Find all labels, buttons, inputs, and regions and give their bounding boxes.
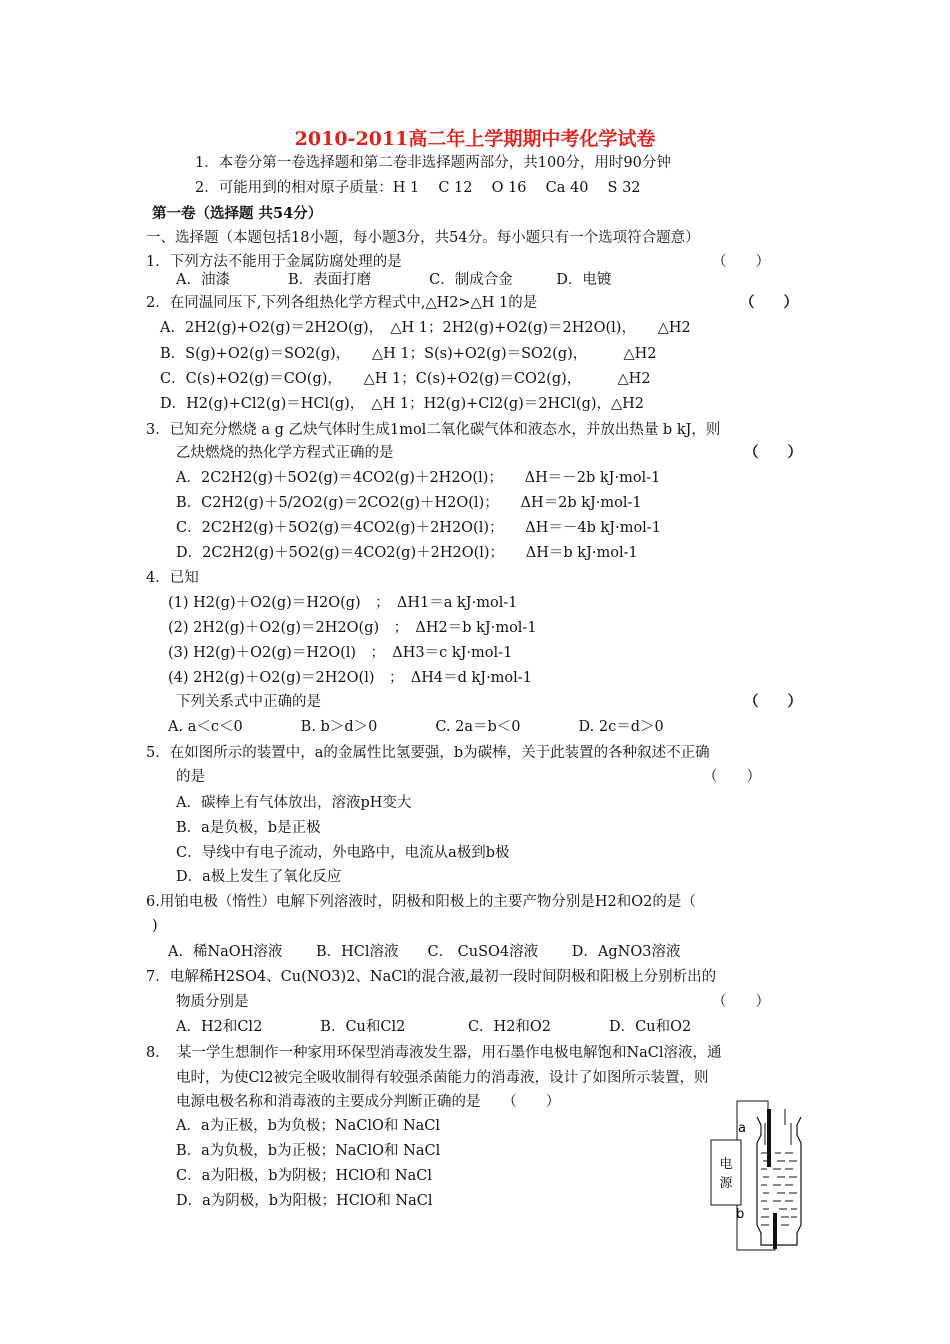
q7-answer-blank: （ ） bbox=[712, 994, 770, 1010]
q2-option-d: D．H2(g)+Cl2(g)＝HCl(g)， △H 1；H2(g)+Cl2(g)＝2HCl(g)，△H2 bbox=[160, 396, 645, 412]
exam-title: 2010-2011高二年上学期期中考化学试卷 bbox=[294, 128, 656, 150]
q2-option-a: A．2H2(g)+O2(g)＝2H2O(g)， △H 1；2H2(g)+O2(g)＝2H2O(l)， △H2 bbox=[160, 320, 691, 336]
power-source-box bbox=[711, 1140, 741, 1205]
q8-stem-line2: 电时，为使Cl2被完全吸收制得有较强杀菌能力的消毒液，设计了如图所示装置，则 bbox=[176, 1070, 709, 1086]
q5-option-c: C．导线中有电子流动，外电路中，电流从a极到b极 bbox=[176, 845, 510, 861]
q2-stem: 2．在同温同压下,下列各组热化学方程式中,△H2>△H 1的是 bbox=[146, 295, 538, 311]
part-heading: 一、选择题（本题包括18小题，每小题3分，共54分。每小题只有一个选项符合题意） bbox=[146, 230, 700, 246]
q5-stem-line2: 的是 bbox=[176, 769, 205, 785]
electrode-top bbox=[767, 1109, 771, 1167]
q8-option-d: D．a为阴极，b为阳极；HClO和 NaCl bbox=[176, 1193, 433, 1209]
q2-option-b: B．S(g)+O2(g)＝SO2(g)， △H 1；S(s)+O2(g)＝SO2(g)， △H2 bbox=[160, 346, 657, 362]
q4-answer-blank: （ ） bbox=[744, 693, 802, 710]
q7-stem-line1: 7．电解稀H2SO4、Cu(NO3)2、NaCl的混合液,最初一段时间阴极和阳极上分别析出的 bbox=[146, 969, 717, 985]
vessel bbox=[757, 1117, 801, 1245]
note-1: 1．本卷分第一卷选择题和第二卷非选择题两部分，共100分，用时90分钟 bbox=[195, 155, 671, 171]
q6-stem-line1: 6.用铂电极（惰性）电解下列溶液时，阴极和阳极上的主要产物分别是H2和O2的是（ bbox=[146, 894, 696, 910]
q1-stem: 1．下列方法不能用于金属防腐处理的是 bbox=[146, 254, 402, 270]
q4-options: A. a＜c＜0 B. b＞d＞0 C. 2a＝b＜0 D. 2c＝d＞0 bbox=[168, 719, 664, 735]
power-label-1: 电 bbox=[719, 1157, 733, 1172]
q3-option-b: B．C2H2(g)＋5/2O2(g)＝2CO2(g)＋H2O(l)； ΔH＝2b kJ·mol-1 bbox=[176, 495, 642, 511]
q4-ask: 下列关系式中正确的是 bbox=[176, 694, 321, 710]
q5-option-a: A．碳棒上有气体放出，溶液pH变大 bbox=[176, 795, 412, 811]
electrode-bottom bbox=[773, 1213, 777, 1249]
label-b: b bbox=[736, 1207, 745, 1222]
q3-answer-blank: （ ） bbox=[744, 444, 802, 461]
q7-stem-line2: 物质分别是 bbox=[176, 994, 249, 1010]
power-label-2: 源 bbox=[719, 1176, 733, 1191]
solution-level bbox=[761, 1153, 797, 1225]
label-a: a bbox=[738, 1121, 746, 1136]
q5-stem-line1: 5．在如图所示的装置中，a的金属性比氢要强，b为碳棒，关于此装置的各种叙述不正确 bbox=[146, 745, 710, 761]
q4-equation-3: (3) H2(g)＋O2(g)＝H2O(l) ； ΔH3＝c kJ·mol-1 bbox=[168, 645, 513, 661]
q6-options: A．稀NaOH溶液 B．HCl溶液 C． CuSO4溶液 D．AgNO3溶液 bbox=[168, 944, 681, 960]
q5-option-d: D．a极上发生了氧化反应 bbox=[176, 869, 342, 885]
q4-equation-1: (1) H2(g)＋O2(g)＝H2O(g) ； ΔH1＝a kJ·mol-1 bbox=[168, 595, 518, 611]
q7-options: A．H2和Cl2 B．Cu和Cl2 C．H2和O2 D．Cu和O2 bbox=[176, 1019, 692, 1035]
q8-option-c: C．a为阳极，b为阴极；HClO和 NaCl bbox=[176, 1168, 432, 1184]
q6-stem-line2: ) bbox=[152, 918, 158, 934]
q8-option-b: B．a为负极，b为正极；NaClO和 NaCl bbox=[176, 1143, 441, 1159]
q2-option-c: C．C(s)+O2(g)＝CO(g)， △H 1；C(s)+O2(g)＝CO2(g)， △H2 bbox=[160, 371, 651, 387]
q3-stem-line1: 3．已知充分燃烧 a g 乙炔气体时生成1mol二氧化碳气体和液态水，并放出热量 b kJ，则 bbox=[146, 422, 721, 438]
q4-stem: 4．已知 bbox=[146, 570, 199, 586]
q8-stem-line3: 电源电极名称和消毒液的主要成分判断正确的是 （ ） bbox=[176, 1094, 561, 1110]
q5-answer-blank: （ ） bbox=[703, 769, 761, 785]
section-title: 第一卷（选择题 共54分） bbox=[152, 205, 323, 222]
q4-equation-4: (4) 2H2(g)＋O2(g)＝2H2O(l) ； ΔH4＝d kJ·mol-1 bbox=[168, 670, 532, 686]
q5-option-b: B．a是负极，b是正极 bbox=[176, 820, 321, 836]
q1-options: A．油漆 B．表面打磨 C．制成合金 D．电镀 bbox=[176, 272, 612, 288]
q3-option-c: C．2C2H2(g)＋5O2(g)＝4CO2(g)＋2H2O(l)； ΔH＝－4b kJ·mol-1 bbox=[176, 520, 661, 536]
q1-answer-blank: （ ） bbox=[712, 254, 770, 270]
q4-equation-2: (2) 2H2(g)＋O2(g)＝2H2O(g) ； ΔH2＝b kJ·mol-1 bbox=[168, 620, 537, 636]
electrolysis-apparatus-figure bbox=[705, 1095, 815, 1255]
q8-stem-line1: 8． 某一学生想制作一种家用环保型消毒液发生器，用石墨作电极电解饱和NaCl溶液，通 bbox=[146, 1045, 722, 1061]
note-2: 2．可能用到的相对原子质量：H 1 C 12 O 16 Ca 40 S 32 bbox=[195, 180, 641, 196]
q3-stem-line2: 乙炔燃烧的热化学方程式正确的是 bbox=[176, 445, 394, 461]
q2-answer-blank: （ ） bbox=[740, 294, 798, 311]
q3-option-d: D．2C2H2(g)＋5O2(g)＝4CO2(g)＋2H2O(l)； ΔH＝b kJ·mol-1 bbox=[176, 545, 638, 561]
q3-option-a: A．2C2H2(g)＋5O2(g)＝4CO2(g)＋2H2O(l)； ΔH＝－2b kJ·mol-1 bbox=[176, 470, 661, 486]
q8-option-a: A．a为正极，b为负极；NaClO和 NaCl bbox=[176, 1118, 441, 1134]
